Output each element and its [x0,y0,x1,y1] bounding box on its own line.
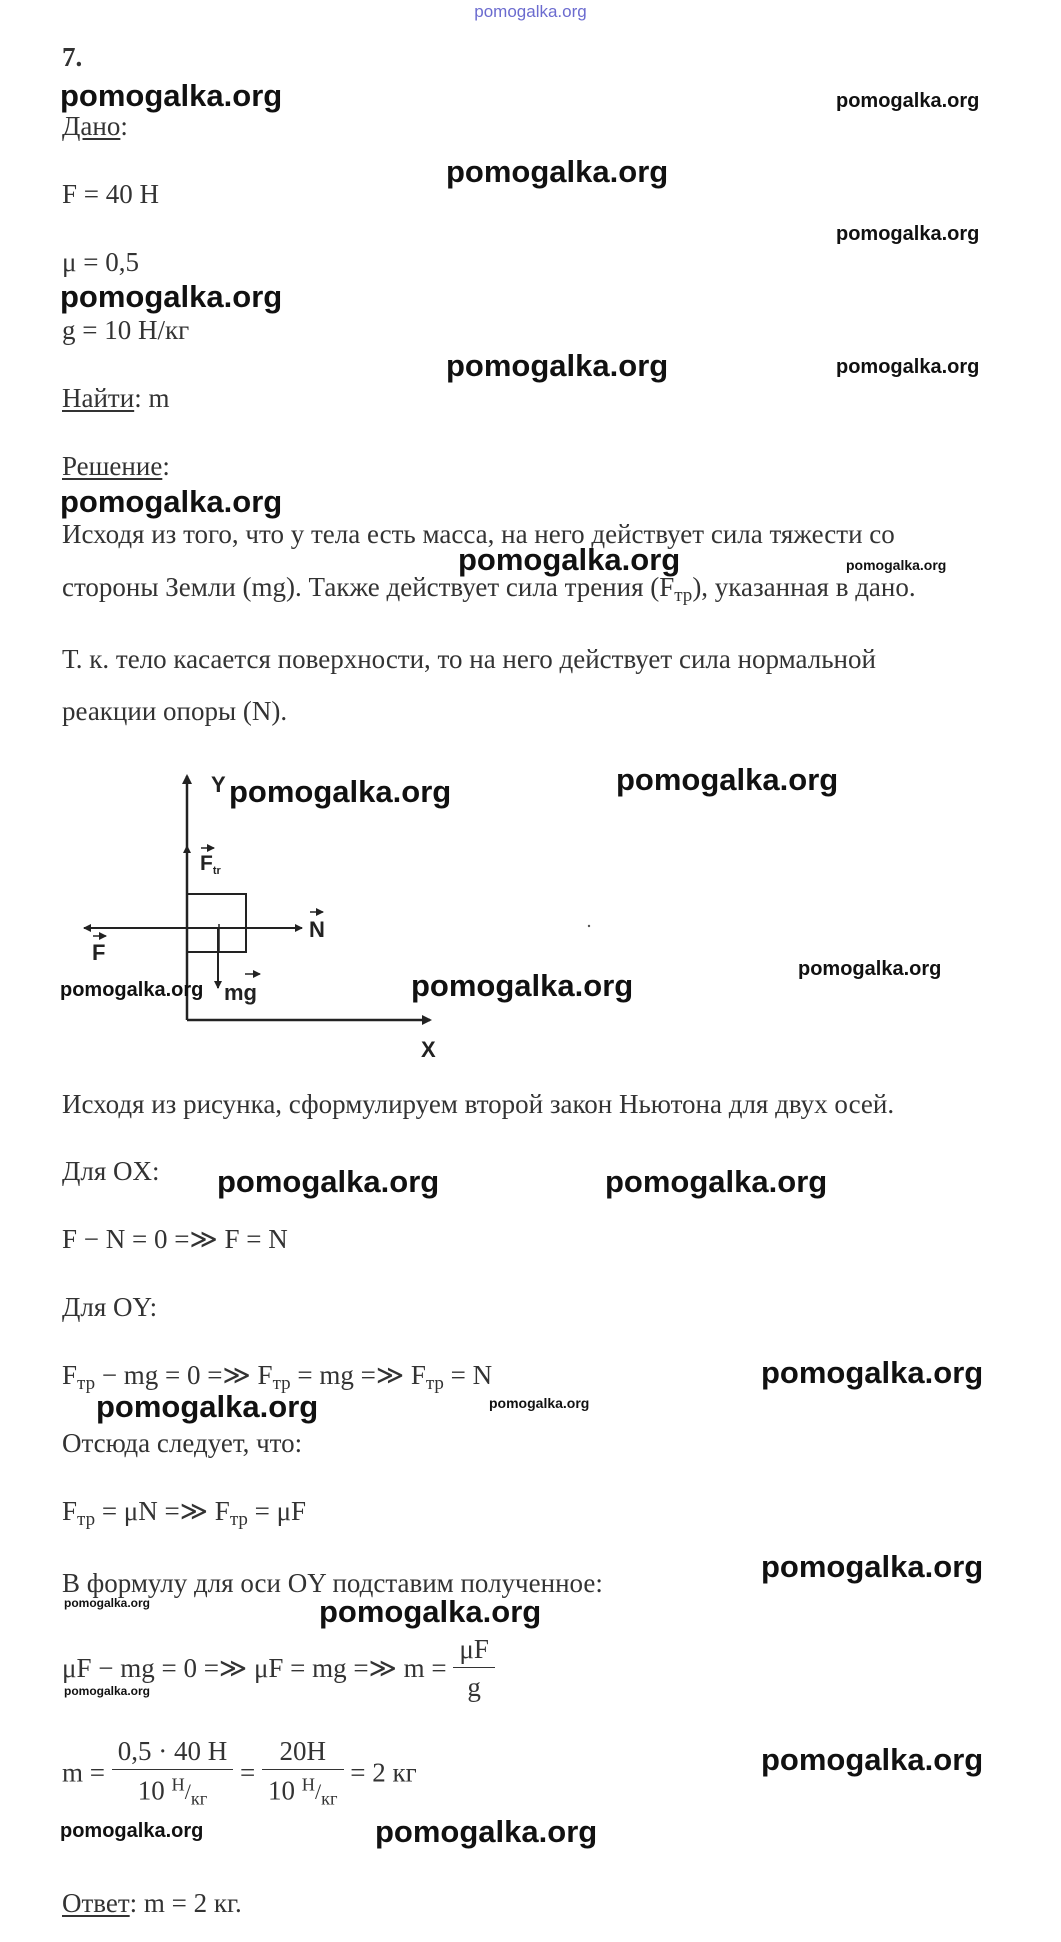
watermark: pomogalka.org [60,484,283,519]
watermark: pomogalka.org [761,1355,984,1390]
ox-label: Для OX: [62,1156,160,1186]
watermark: pomogalka.org [217,1164,440,1199]
watermark: pomogalka.org [60,279,283,314]
watermark: pomogalka.org [761,1742,984,1777]
watermark: pomogalka.org [458,542,681,577]
x-axis-label: X [421,1037,436,1062]
watermark: pomogalka.org [96,1389,319,1424]
watermark: pomogalka.org [836,223,980,245]
paragraph-3: Исходя из рисунка, сформулируем второй закон Ньютона для двух осей. [62,1089,895,1119]
watermark: pomogalka.org [64,1684,151,1698]
watermark: pomogalka.org [60,1820,204,1842]
watermark: pomogalka.org [64,1596,151,1610]
final-fraction-2: $\frac{20Н}{10 ^Н/_{кг}}$ [262,1738,344,1808]
solution-heading: Решение: [62,451,170,481]
answer-label: Ответ [62,1888,130,1918]
follows-line: Отсюда следует, что: [62,1428,303,1458]
watermark: pomogalka.org [446,348,669,383]
find-line [62,385,169,412]
watermark: pomogalka.org [411,968,634,1003]
watermark: pomogalka.org [836,90,980,112]
substitute-line: В формулу для оси OY подставим полученное: [62,1568,603,1598]
given-heading: Дано: [62,111,128,141]
paragraph-2-line-2: реакции опоры (N). [62,696,288,726]
given-gravity: g = 10 Н/кг [62,315,190,345]
answer-line [62,1890,242,1917]
find-label: Найти [62,383,135,413]
site-link[interactable]: pomogalka.org [474,2,587,21]
force-n-label: N [309,917,325,942]
watermark: pomogalka.org [836,356,980,378]
mass-fraction: $\frac{\mu F}{g}$ [453,1636,495,1701]
paragraph-1-line-1: Исходя из того, что у тела есть масса, на него действует сила тяжести со [62,519,895,549]
solution-label: Решение [62,451,163,481]
find-value: : m [134,383,170,413]
watermark: pomogalka.org [761,1549,984,1584]
paragraph-2-line-1: Т. к. тело касается поверхности, то на него действует сила нормальной [62,644,876,674]
force-ftr-label: Ftr [200,852,221,877]
force-f-label: F [92,940,106,965]
force-diagram [0,760,1061,1080]
mass-equation: μF − mg = 0 =≫ μF = mg =≫ m = $\frac{\mu F}{g}$ [62,1636,495,1701]
watermark: pomogalka.org [846,557,947,573]
oy-label: Для OY: [62,1292,158,1322]
given-label: Дано [62,111,121,141]
ox-equation: F − N = 0 =≫ F = N [62,1224,288,1254]
watermark: pomogalka.org [375,1814,598,1849]
watermark: pomogalka.org [798,958,942,980]
watermark: pomogalka.org [319,1594,542,1629]
watermark: pomogalka.org [489,1395,590,1411]
given-force: F = 40 Н [62,179,159,209]
answer-value: : m = 2 кг. [129,1888,242,1918]
given-friction-coef: μ = 0,5 [62,247,139,277]
watermark: pomogalka.org [229,774,452,809]
final-equation: m = $\frac{0,5 \cdot 40 Н}{10 ^Н/_{кг}}$ = $\frac{20Н}{10 ^Н/_{кг}}$ = 2 кг [62,1736,417,1809]
y-axis-label: Y [211,772,226,797]
task-number: 7. [62,42,83,72]
watermark: pomogalka.org [60,979,204,1001]
watermark: pomogalka.org [605,1164,828,1199]
paragraph-1-line-2: стороны Земли (mg). Также действует сила трения $(F_{тр})$, указанная в дано. [62,572,916,606]
body-block [187,894,246,952]
watermark: pomogalka.org [60,78,283,113]
oy-equation: $F_{тр}$ − mg = 0 =≫ $F_{тр}$ = mg =≫ $F_{тр} = N$ [62,1360,493,1394]
friction-equation: $F_{тр} = \mu N$ =≫ $F_{тр} = \mu F$ [62,1496,307,1530]
force-mg-label: mg [224,980,257,1005]
final-fraction-1: $\frac{0,5 \cdot 40 Н}{10 ^Н/_{кг}}$ [112,1738,234,1808]
watermark: pomogalka.org [446,154,669,189]
watermark: pomogalka.org [616,762,839,797]
